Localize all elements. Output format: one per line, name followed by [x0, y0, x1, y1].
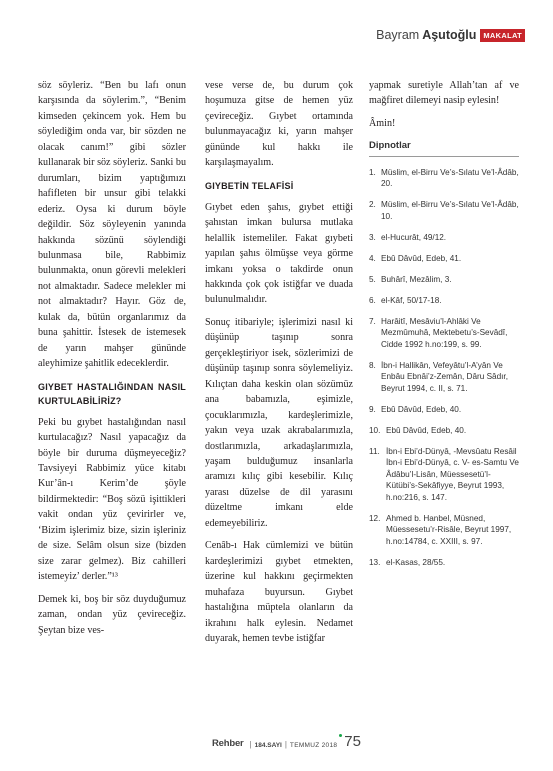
- section-heading: GIYBET HASTALIĞINDAN NASIL KURTULABİLİRİZ?: [38, 381, 186, 406]
- section-heading: GIYBETİN TELAFİSİ: [205, 180, 294, 191]
- footnote-number: 4.: [369, 253, 376, 263]
- footnote-text: el-Kâf, 50/17-18.: [381, 295, 442, 305]
- footnote-text: Ahmed b. Hanbel, Müsned, Müessesetu’r-Risâle, Beyrut 1997, h.no:14784, c. XXIII, s. 97.: [386, 513, 512, 546]
- paragraph: Demek ki, boş bir söz duyduğumuz zaman, ondan yüz çevireceğiz. Şeytan bize ves-: [38, 593, 186, 636]
- footnote-text: el-Hucurât, 49/12.: [381, 232, 447, 242]
- footnote-number: 2.: [369, 200, 376, 210]
- footnote-number: 1.: [369, 167, 376, 177]
- paragraph: Peki bu gıybet hastalığından nasıl kurtulacağız? Nasıl yapacağız da böyle bir duruma düşmeyeceğiz? Tavsiyeyi Rabbimiz yüce kitabı Kur’ân-ı Kerim’de şöyle bildirmektedir: “Boş sözü işittikleri vakit ondan yüz çevirirler ve, ‘Bizim işlerimiz bize, sizin işleriniz de size. Selâm olsun size (bizden size zarar gelmez). Biz cahilleri istemeyiz’ derler.”¹³: [38, 416, 186, 583]
- article-column-2: [205, 78, 353, 653]
- footnote-number: 12.: [369, 513, 381, 523]
- paragraph: Sonuç itibariyle; işlerimizi nasıl ki düşünüp taşınıp sonra gerçekleştiriyor isek, sözlerimizi de düşünüp taşınıp sonra söylemeliyiz. Kılıçtan daha keskin olan sözümüz ana babamızla, eşimizle, çocuklarımızla, kardeşlerimizle, yakın veya uzak akrabalarımızla, dostlarımızla, arkadaşlarımızla, yaşam bulduğumuz insanlarla aramızı kılıç gibi kesebilir. Kılıç yarası düzelse de dil yarasını düzeltme imkanı elde edemeyebiliriz.: [205, 316, 353, 529]
- footnote-text: Müslim, el-Birru Ve’s-Sılatu Ve’l-Âdâb, 10.: [381, 200, 519, 221]
- issue-number: 184.SAYI: [254, 742, 282, 749]
- paragraph: Gıybet eden şahıs, gıybet ettiği şahıstan imkan bulursa mutlaka helallik istemeliler. Fakat gıybeti yapılan şahıs ölmüşse veya görme imkanı yoksa o takdirde onun hakkında çok çok istiğfar ve duada bulunulmalıdır.: [205, 201, 353, 306]
- paragraph: vese verse de, bu durum çok hoşumuza gitse de hemen yüz çevireceğiz. Gıybet ortamında bulunmayacağız ki, yarın mahşer gününde kul hakkı ile karşılaşmayalım.: [205, 80, 353, 169]
- footnote-text: Buhârî, Mezâlim, 3.: [381, 274, 452, 284]
- footnote-text: el-Kasas, 28/55.: [386, 557, 446, 567]
- author-last-name: Aşutoğlu: [422, 28, 477, 42]
- page-number: 75: [344, 733, 361, 750]
- footnote-text: Ebû Dâvûd, Edeb, 41.: [381, 253, 462, 263]
- magazine-logo: Rehber: [212, 738, 244, 749]
- footnote-number: 9.: [369, 404, 376, 414]
- divider: |: [284, 740, 287, 749]
- paragraph: Cenâb-ı Hak cümlemizi ve bütün kardeşlerimizi gıybet etmekten, üzerine kul hakkını geçirmekten muhafaza buyursun. Gıybet hastalığına müptela olanların da ikrahını halk eylesin. Nedamet duyarak, hemen tevbe istiğfar: [205, 540, 353, 644]
- footnote-number: 13.: [369, 557, 381, 567]
- footnote-text: Ebû Dâvûd, Edeb, 40.: [386, 425, 467, 435]
- accent-dot-icon: [339, 734, 342, 737]
- paragraph: söz söyleriz. “Ben bu lafı onun karşısında da söylerim.”, “Benim kimseden çekincem yok. Hem bu söylediğim onda var, bir sözden ne olacak canım!” gibi sözler kullanarak bir söz söyleriz. Sanki bu durumları, bizim yaptığımızı hafifleten bir unsur gibi telakki ederiz. Oysa ki durum böyle değildir. Söz söyleyenin yanında hakkında sözünü söylendiği bulunmasa bile, Rabbimiz bulunmakta, onun görevli melekleri not almaktadır. Sadece melekler mi not almaktadır? Hayır. Göz de, kulak da, bütün organlarımız da buna şahittir. İstesek de istemesek de yarın mahşer gününde aleyhimize şahitlik edeceklerdir.: [38, 80, 186, 370]
- footnote-text: Ebû Dâvûd, Edeb, 40.: [381, 404, 462, 414]
- footnote-number: 7.: [369, 316, 376, 326]
- footnote-number: 6.: [369, 295, 376, 305]
- footnote-number: 11.: [369, 446, 380, 456]
- footnote-text: İbn-i Ebi’d-Dünyâ, -Mevsûatu Resâil İbn-i Ebi’d-Dünyâ, c. V- es-Samtu Ve Âdâbu’l-Lisân, Müessesetü’l-Kütübi’s-Sekâfiyye, Beyrut 1993, h.no:216, s. 147.: [386, 446, 519, 502]
- page-footer: [212, 734, 361, 749]
- page-header: [376, 28, 525, 42]
- author-first-name: Bayram: [376, 28, 420, 42]
- footnotes-list: [369, 167, 519, 569]
- footnote-text: İbn-i Hallikân, Vefeyâtu’l-A’yân Ve Enbâu Ebnâi’z-Zemân, Dâru Sâdır, Beyrut 1994, c. II, s. 71.: [381, 360, 508, 393]
- paragraph: Âmin!: [369, 117, 396, 129]
- issue-date: TEMMUZ 2018: [289, 742, 338, 749]
- footnote-text: Müslim, el-Birru Ve’s-Sılatu Ve’l-Âdâb, 20.: [381, 167, 519, 189]
- article-column-3: [369, 78, 519, 578]
- footnote-number: 5.: [369, 274, 376, 284]
- section-badge: MAKALAT: [480, 29, 525, 42]
- divider: |: [249, 740, 252, 749]
- paragraph: yapmak suretiyle Allah’tan af ve mağfiret dilemeyi nasip eylesin!: [369, 80, 519, 107]
- footnote-number: 8.: [369, 360, 376, 370]
- footnote-number: 3.: [369, 232, 376, 242]
- footnote-number: 10.: [369, 425, 381, 435]
- footnotes-title: Dipnotlar: [369, 138, 519, 156]
- article-column-1: [38, 78, 186, 645]
- footnote-text: Harâitî, Mesâviu’l-Ahlâki Ve Mezmûmuhâ, Mektebetu’s-Sevâdî, Cidde 1992 h.no:199, s. 99.: [381, 316, 508, 349]
